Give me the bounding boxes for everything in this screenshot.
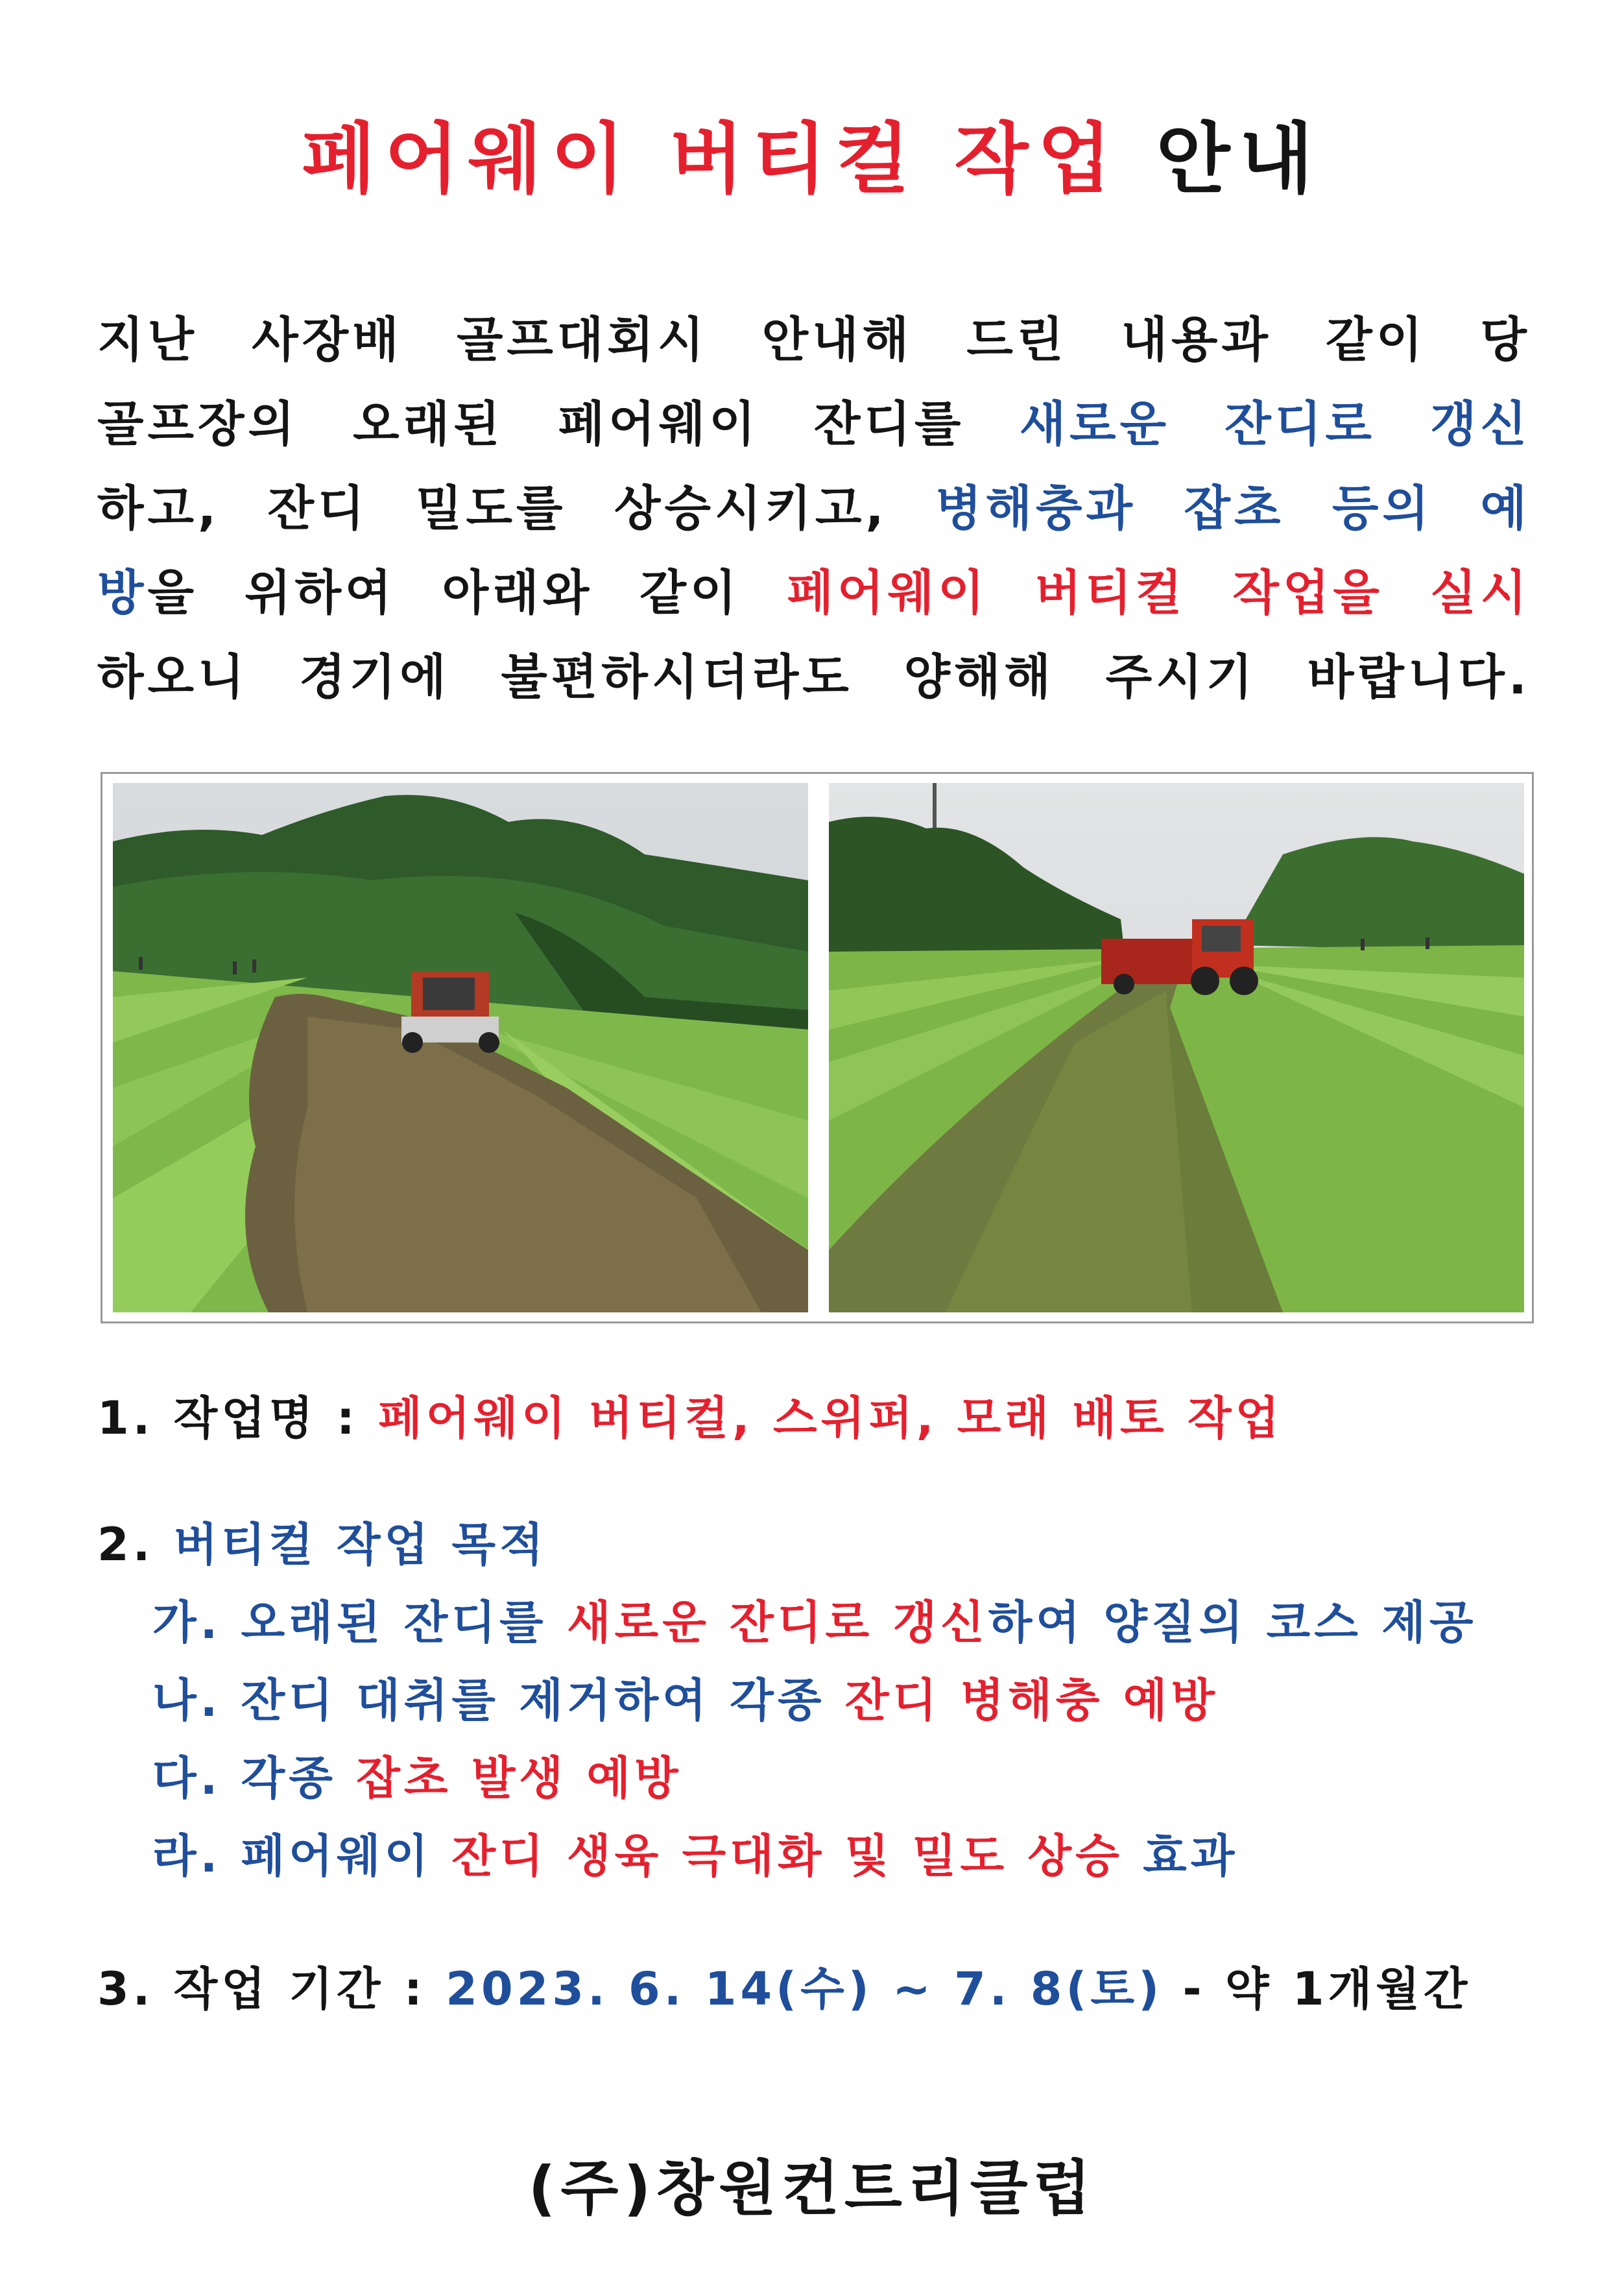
tractor-sweeper-photo	[829, 783, 1524, 1312]
intro-highlight: 방	[97, 565, 148, 621]
item-2-label: 버티컬 작업 목적	[173, 1518, 547, 1571]
sub-highlight: 잔디 병해충 예방	[844, 1674, 1219, 1727]
sub-highlight: 잡초 발생 예방	[356, 1752, 682, 1805]
sub-text: 라. 페어웨이	[152, 1829, 452, 1883]
item-1-value: 페어웨이 버티컬, 스위퍼, 모래 배토 작업	[378, 1392, 1284, 1445]
photo-frame	[101, 772, 1534, 1323]
intro-line-3	[97, 470, 1531, 539]
intro-text: 골프장의 오래된 페어웨이 잔디를	[97, 396, 965, 452]
intro-text: 을 위하여 아래와 같이	[147, 565, 741, 621]
item-3-value: 2023. 6. 14(수) ~ 7. 8(토)	[446, 1962, 1164, 2016]
item-3-suffix: - 약 1개월간	[1163, 1962, 1472, 2016]
item-3-label: 3. 작업 기간 :	[97, 1962, 426, 2016]
item-1-label: 1. 작업명 :	[97, 1392, 359, 1445]
sub-text: 하여 양질의 코스 제공	[988, 1596, 1477, 1649]
title-suffix: 안내	[1156, 114, 1322, 204]
intro-line-4	[97, 555, 1531, 623]
intro-text: 지난 사장배 골프대회시 안내해 드린 내용과 같이 당	[97, 312, 1531, 368]
sub-text: 효과	[1123, 1829, 1239, 1883]
intro-line-5	[97, 639, 1531, 708]
sub-text: 가. 오래된 잔디를	[152, 1596, 567, 1649]
item-3	[97, 1953, 1471, 2018]
intro-highlight-red: 페어웨이 버티컬 작업을 실시	[787, 565, 1531, 621]
intro-text: 하오니 경기에 불편하시더라도 양해해 주시기 바랍니다.	[97, 649, 1531, 705]
sub-text: 다. 각종	[152, 1752, 357, 1805]
sub-highlight: 새로운 잔디로 갱신	[567, 1596, 988, 1649]
club-name: (주)창원컨트리클럽	[528, 2154, 1096, 2223]
item-2-sub-2	[152, 1664, 1219, 1730]
title-highlight: 페어웨이 버티컬 작업	[302, 114, 1121, 204]
page-title	[0, 97, 1624, 208]
intro-line-2	[97, 386, 1531, 455]
sub-text: 나. 잔디 대취를 제거하여 각종	[152, 1674, 845, 1727]
intro-text: 하고, 잔디 밀도를 상승시키고,	[97, 481, 888, 536]
item-2	[97, 1508, 547, 1574]
intro-highlight: 새로운 잔디로 갱신	[1019, 396, 1531, 452]
intro-line-1	[97, 302, 1531, 370]
item-2-sub-1	[152, 1586, 1477, 1652]
item-2-number: 2.	[97, 1518, 154, 1571]
sub-highlight: 잔디 생육 극대화 및 밀도 상승	[451, 1829, 1123, 1883]
item-2-sub-4	[152, 1820, 1238, 1885]
item-2-sub-3	[152, 1742, 682, 1807]
intro-highlight: 병해충과 잡초 등의 예	[935, 481, 1531, 536]
item-1	[97, 1382, 1283, 1447]
tractor-verticutting-photo	[113, 783, 808, 1312]
